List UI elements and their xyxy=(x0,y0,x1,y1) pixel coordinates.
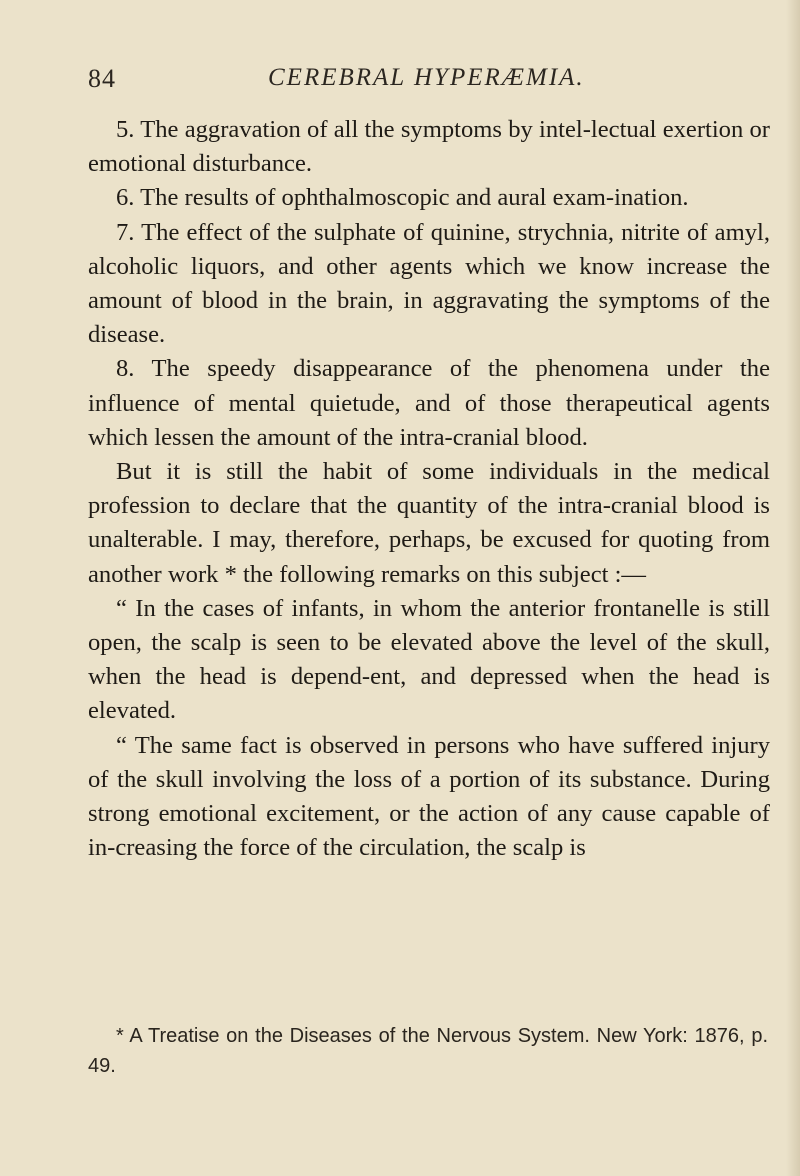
footnote-text: * A Treatise on the Diseases of the Nervous System. New York: 1876, p. 49. xyxy=(88,1025,768,1077)
page-number: 84 xyxy=(88,64,116,93)
footnote xyxy=(88,1021,768,1081)
paragraph-item-7: 7. The effect of the sulphate of quinine, strychnia, nitrite of amyl, alcoholic liquors, and other agents which we know increase the amount of blood in the brain, in aggravating the symptoms of the disease. xyxy=(88,218,770,349)
running-head: CEREBRAL HYPERÆMIA. xyxy=(268,64,585,91)
paragraph-item-6: 6. The results of ophthalmoscopic and aural exam-ination. xyxy=(116,184,689,212)
paragraph-item-5: 5. The aggravation of all the symptoms by intel-lectual exertion or emotional disturbance. xyxy=(88,116,770,178)
paragraph-intra-cranial-claim: But it is still the habit of some individuals in the medical profession to declare that the quantity of the intra-cranial blood is unalterable. I may, therefore, perhaps, be excused for quoting from another work * the following remarks on this subject :— xyxy=(88,458,770,588)
paragraph-item-8: 8. The speedy disappearance of the phenomena under the influence of mental quietude, and of those therapeutical agents which lessen the amount of the intra-cranial blood. xyxy=(88,355,770,451)
page-edge-shadow xyxy=(786,0,800,1176)
paragraph-quote-skull-injury: “ The same fact is observed in persons who have suffered injury of the skull involving the loss of a portion of its substance. During strong emotional excitement, or the action of any cause capable of in-creasing the force of the circulation, the scalp is xyxy=(88,731,770,862)
paragraph-quote-infants: “ In the cases of infants, in whom the anterior frontanelle is still open, the scalp is seen to be elevated above the level of the skull, when the head is depend-ent, and depressed when the head is elevated. xyxy=(88,594,770,725)
body-text xyxy=(88,113,770,865)
page-header xyxy=(88,64,768,104)
